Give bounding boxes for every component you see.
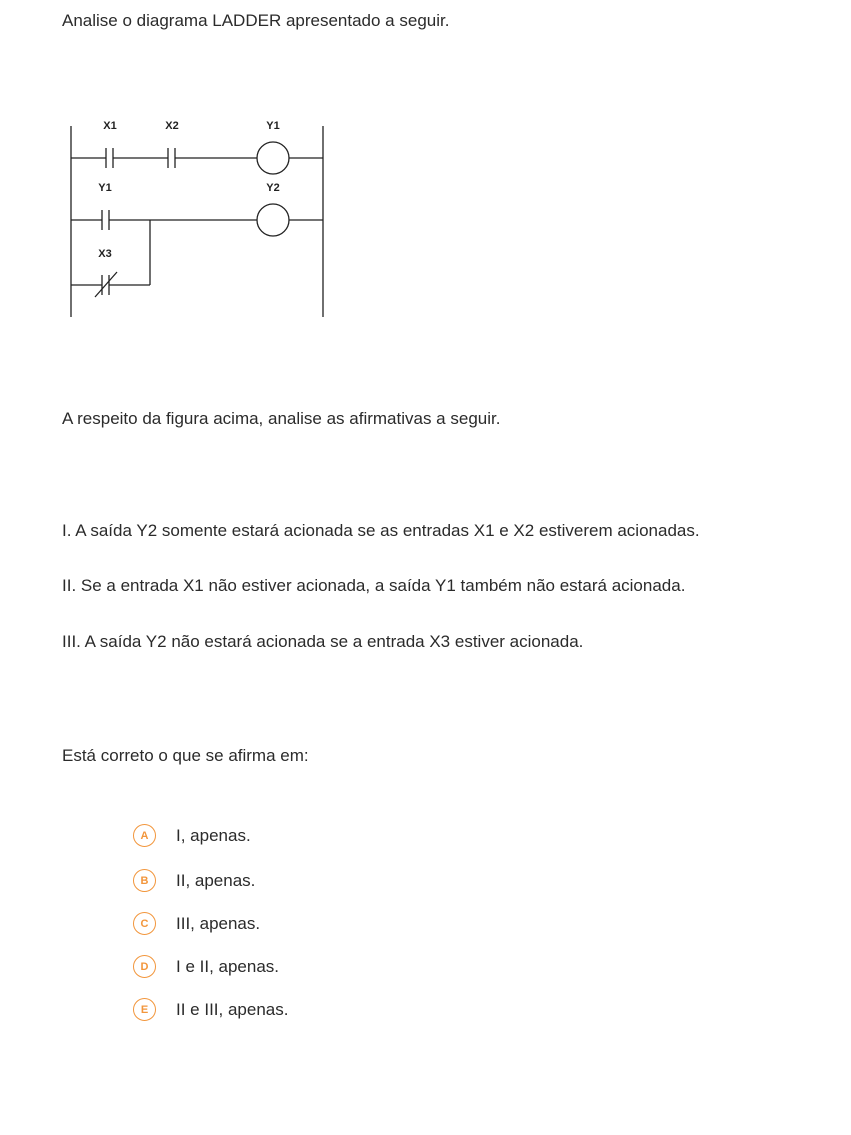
option-d-text: I e II, apenas. (176, 956, 280, 976)
option-e[interactable] (133, 998, 288, 1021)
label-x1: X1 (103, 120, 117, 132)
option-b-letter: B (133, 869, 156, 892)
coil-y2 (257, 204, 289, 236)
option-a[interactable] (133, 824, 251, 847)
analysis-prompt: A respeito da figura acima, analise as afirmativas a seguir. (62, 409, 501, 428)
coil-y1 (257, 142, 289, 174)
contact-x2 (168, 148, 175, 168)
ladder-diagram (66, 112, 336, 322)
option-c[interactable] (133, 912, 260, 935)
option-b-text: II, apenas. (176, 870, 256, 890)
rung-1 (71, 120, 323, 174)
label-y1-contact: Y1 (98, 182, 112, 194)
statement-2: II. Se a entrada X1 não estiver acionada, a saída Y1 também não estará acionada. (62, 576, 686, 595)
option-e-letter: E (133, 998, 156, 1021)
option-a-text: I, apenas. (176, 825, 251, 845)
contact-y1 (102, 210, 109, 230)
option-d[interactable] (133, 955, 279, 978)
contact-x1 (106, 148, 113, 168)
option-e-text: II e III, apenas. (176, 999, 289, 1019)
answer-prompt: Está correto o que se afirma em: (62, 746, 309, 765)
option-b[interactable] (133, 869, 255, 892)
option-a-letter: A (133, 824, 156, 847)
statement-1: I. A saída Y2 somente estará acionada se as entradas X1 e X2 estiverem acionadas. (62, 521, 700, 540)
label-y1-coil: Y1 (266, 120, 280, 132)
label-x2: X2 (165, 120, 179, 132)
option-d-letter: D (133, 955, 156, 978)
option-c-letter: C (133, 912, 156, 935)
label-y2-coil: Y2 (266, 182, 280, 194)
statement-3: III. A saída Y2 não estará acionada se a entrada X3 estiver acionada. (62, 632, 584, 651)
label-x3: X3 (98, 248, 112, 260)
question-intro: Analise o diagrama LADDER apresentado a seguir. (62, 11, 450, 30)
rung-2 (71, 182, 323, 297)
option-c-text: III, apenas. (176, 913, 261, 933)
